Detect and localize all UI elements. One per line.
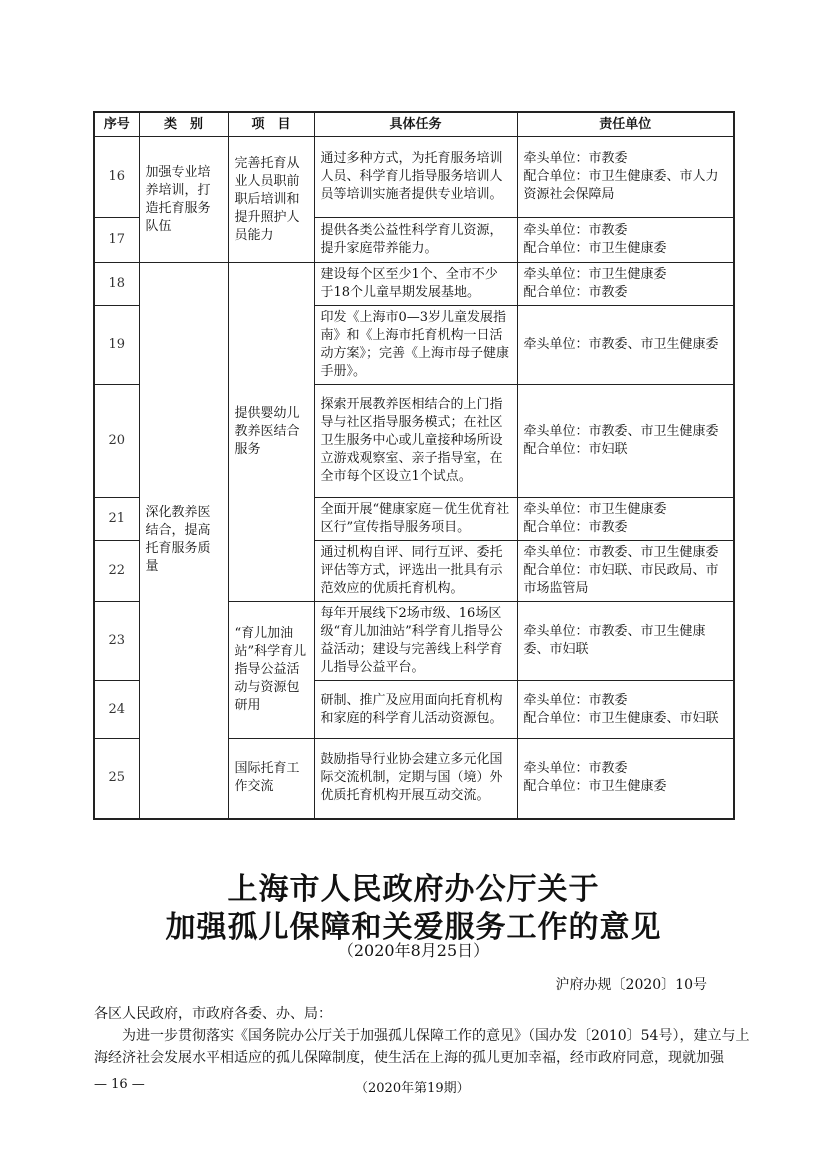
row-number: 25	[94, 739, 139, 819]
unit-cell	[517, 137, 734, 218]
unit-cell	[517, 306, 734, 385]
table-header-row	[94, 112, 734, 137]
unit-line: 牵头单位：市教委、市卫生健康委	[523, 337, 719, 352]
unit-line: 牵头单位：市教委	[523, 151, 628, 166]
document-title-line2: 加强孤儿保障和关爱服务工作的意见	[165, 910, 662, 945]
unit-cell	[517, 541, 734, 602]
document-title-line1: 上海市人民政府办公厅关于	[227, 872, 600, 907]
table-row	[94, 137, 734, 218]
item-cell: “育儿加油站”科学育儿指导公益活动与资源包研用	[228, 602, 314, 739]
unit-line: 配合单位：市教委	[523, 285, 628, 300]
category-cell: 加强专业培养培训，打造托育服务队伍	[139, 137, 228, 263]
body-paragraph-line: 为进一步贯彻落实《国务院办公厅关于加强孤儿保障工作的意见》（国办发〔2010〕54号），建立与上	[122, 1028, 750, 1044]
unit-line: 牵头单位：市教委、市卫生健康委	[523, 424, 719, 439]
item-cell: 完善托育从业人员职前职后培训和提升照护人员能力	[228, 137, 314, 263]
task-cell: 全面开展“健康家庭－优生优育社区行”宣传指导服务项目。	[314, 498, 517, 541]
row-number: 20	[94, 385, 139, 498]
unit-line: 配合单位：市卫生健康委、市妇联	[523, 710, 719, 726]
unit-line: 配合单位：市卫生健康委、市人力资源社会保障局	[523, 169, 719, 202]
unit-line: 牵头单位：市教委	[523, 692, 628, 708]
row-number: 17	[94, 218, 139, 263]
task-cell: 通过机构自评、同行互评、委托评估等方式，评选出一批具有示范效应的优质托育机构。	[314, 541, 517, 602]
document-number: 沪府办规〔2020〕10号	[555, 977, 707, 993]
unit-line: 配合单位：市卫生健康委	[523, 779, 667, 795]
task-cell: 提供各类公益性科学育儿资源，提升家庭带养能力。	[314, 218, 517, 263]
row-number: 23	[94, 602, 139, 681]
header-category: 类 别	[139, 112, 228, 137]
unit-line: 牵头单位：市教委	[523, 223, 628, 238]
unit-cell	[517, 218, 734, 263]
row-number: 24	[94, 681, 139, 739]
unit-cell	[517, 385, 734, 498]
task-cell: 研制、推广及应用面向托育机构和家庭的科学育儿活动资源包。	[314, 681, 517, 739]
unit-cell	[517, 681, 734, 739]
item-cell: 国际托育工作交流	[228, 739, 314, 819]
header-task: 具体任务	[314, 112, 517, 137]
issue-number: （2020年第19期）	[355, 1081, 470, 1096]
page-number: — 16 —	[94, 1077, 145, 1092]
table-row	[94, 263, 734, 306]
salutation: 各区人民政府，市政府各委、办、局：	[94, 1006, 332, 1022]
task-cell: 鼓励指导行业协会建立多元化国际交流机制，定期与国（境）外优质托育机构开展互动交流。	[314, 739, 517, 819]
header-unit: 责任单位	[517, 112, 734, 137]
unit-cell	[517, 498, 734, 541]
header-no: 序号	[94, 112, 139, 137]
task-cell: 印发《上海市0—3岁儿童发展指南》和《上海市托育机构一日活动方案》；完善《上海市母子健康手册》。	[314, 306, 517, 385]
unit-line: 配合单位：市妇联、市民政局、市市场监管局	[523, 563, 719, 596]
unit-line: 牵头单位：市教委、市卫生健康委	[523, 545, 719, 560]
category-cell: 深化教养医结合，提高托育服务质量	[139, 263, 228, 819]
unit-line: 牵头单位：市教委、市卫生健康委、市妇联	[523, 624, 706, 657]
row-number: 21	[94, 498, 139, 541]
unit-cell	[517, 739, 734, 819]
unit-cell	[517, 602, 734, 681]
item-cell: 提供婴幼儿教养医结合服务	[228, 263, 314, 602]
row-number: 22	[94, 541, 139, 602]
unit-line: 牵头单位：市卫生健康委	[523, 267, 667, 282]
header-item: 项 目	[228, 112, 314, 137]
task-cell: 通过多种方式，为托育服务培训人员、科学育儿指导服务培训人员等培训实施者提供专业培训。	[314, 137, 517, 218]
task-table	[93, 111, 735, 820]
task-cell: 探索开展教养医相结合的上门指导与社区指导服务模式；在社区卫生服务中心或儿童接种场所设立游戏观察室、亲子指导室，在全市每个区设立1个试点。	[314, 385, 517, 498]
document-date: （2020年8月25日）	[337, 941, 490, 960]
unit-cell	[517, 263, 734, 306]
task-cell: 每年开展线下2场市级、16场区级“育儿加油站”科学育儿指导公益活动；建设与完善线上科学育儿指导公益平台。	[314, 602, 517, 681]
unit-line: 牵头单位：市教委	[523, 761, 628, 777]
unit-line: 配合单位：市妇联	[523, 442, 628, 457]
body-paragraph-line: 海经济社会发展水平相适应的孤儿保障制度，使生活在上海的孤儿更加幸福，经市政府同意，现就加强	[94, 1050, 724, 1066]
task-cell: 建设每个区至少1个、全市不少于18个儿童早期发展基地。	[314, 263, 517, 306]
row-number: 16	[94, 137, 139, 218]
row-number: 18	[94, 263, 139, 306]
unit-line: 配合单位：市教委	[523, 520, 628, 535]
unit-line: 配合单位：市卫生健康委	[523, 241, 667, 256]
row-number: 19	[94, 306, 139, 385]
unit-line: 牵头单位：市卫生健康委	[523, 502, 667, 517]
